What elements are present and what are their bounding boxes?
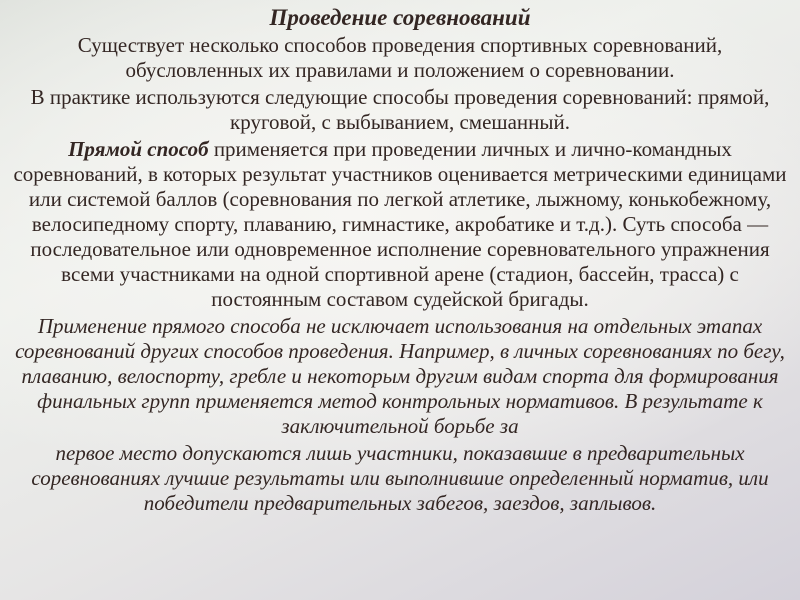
paragraph-direct-method-text: применяется при проведении личных и лично-командных соревнований, в которых результат участников оценивается метрическими единицами или системой баллов (соревнования по легкой атлетике, лыжному, конькобежному, велосипедному спорту, плаванию, гимнастике, акробатике и т.д.). Суть способа — последовательное или одновременное исполнение соревновательного упражнения всеми участниками на одной спортивной арене (стадион, бассейн, трасса) с постоянным составом судейской бригады. xyxy=(13,137,787,311)
paragraph-direct-method xyxy=(8,137,792,312)
paragraph-intro: Существует несколько способов проведения спортивных соревнований, обусловленных их правилами и положением о соревновании. xyxy=(77,33,723,82)
slide-title: Проведение соревнований xyxy=(269,5,531,30)
paragraph-methods: В практике используются следующие способы проведения соревнований: прямой, круговой, с выбыванием, смешанный. xyxy=(30,85,770,134)
paragraph-direct-method-lead: Прямой способ xyxy=(68,137,209,161)
paragraph-application: Применение прямого способа не исключает использования на отдельных этапах соревнований других способов проведения. Например, в личных соревнованиях по бегу, плаванию, велоспорту, гребле и некоторым другим видам спорта для формирования финальных групп применяется метод контрольных нормативов. В результате к заключительной борьбе за xyxy=(15,314,785,438)
paragraph-final: первое место допускаются лишь участники, показавшие в предварительных соревнованиях лучшие результаты или выполнившие определенный норматив, или победители предварительных забегов, заездов, заплывов. xyxy=(31,441,769,515)
